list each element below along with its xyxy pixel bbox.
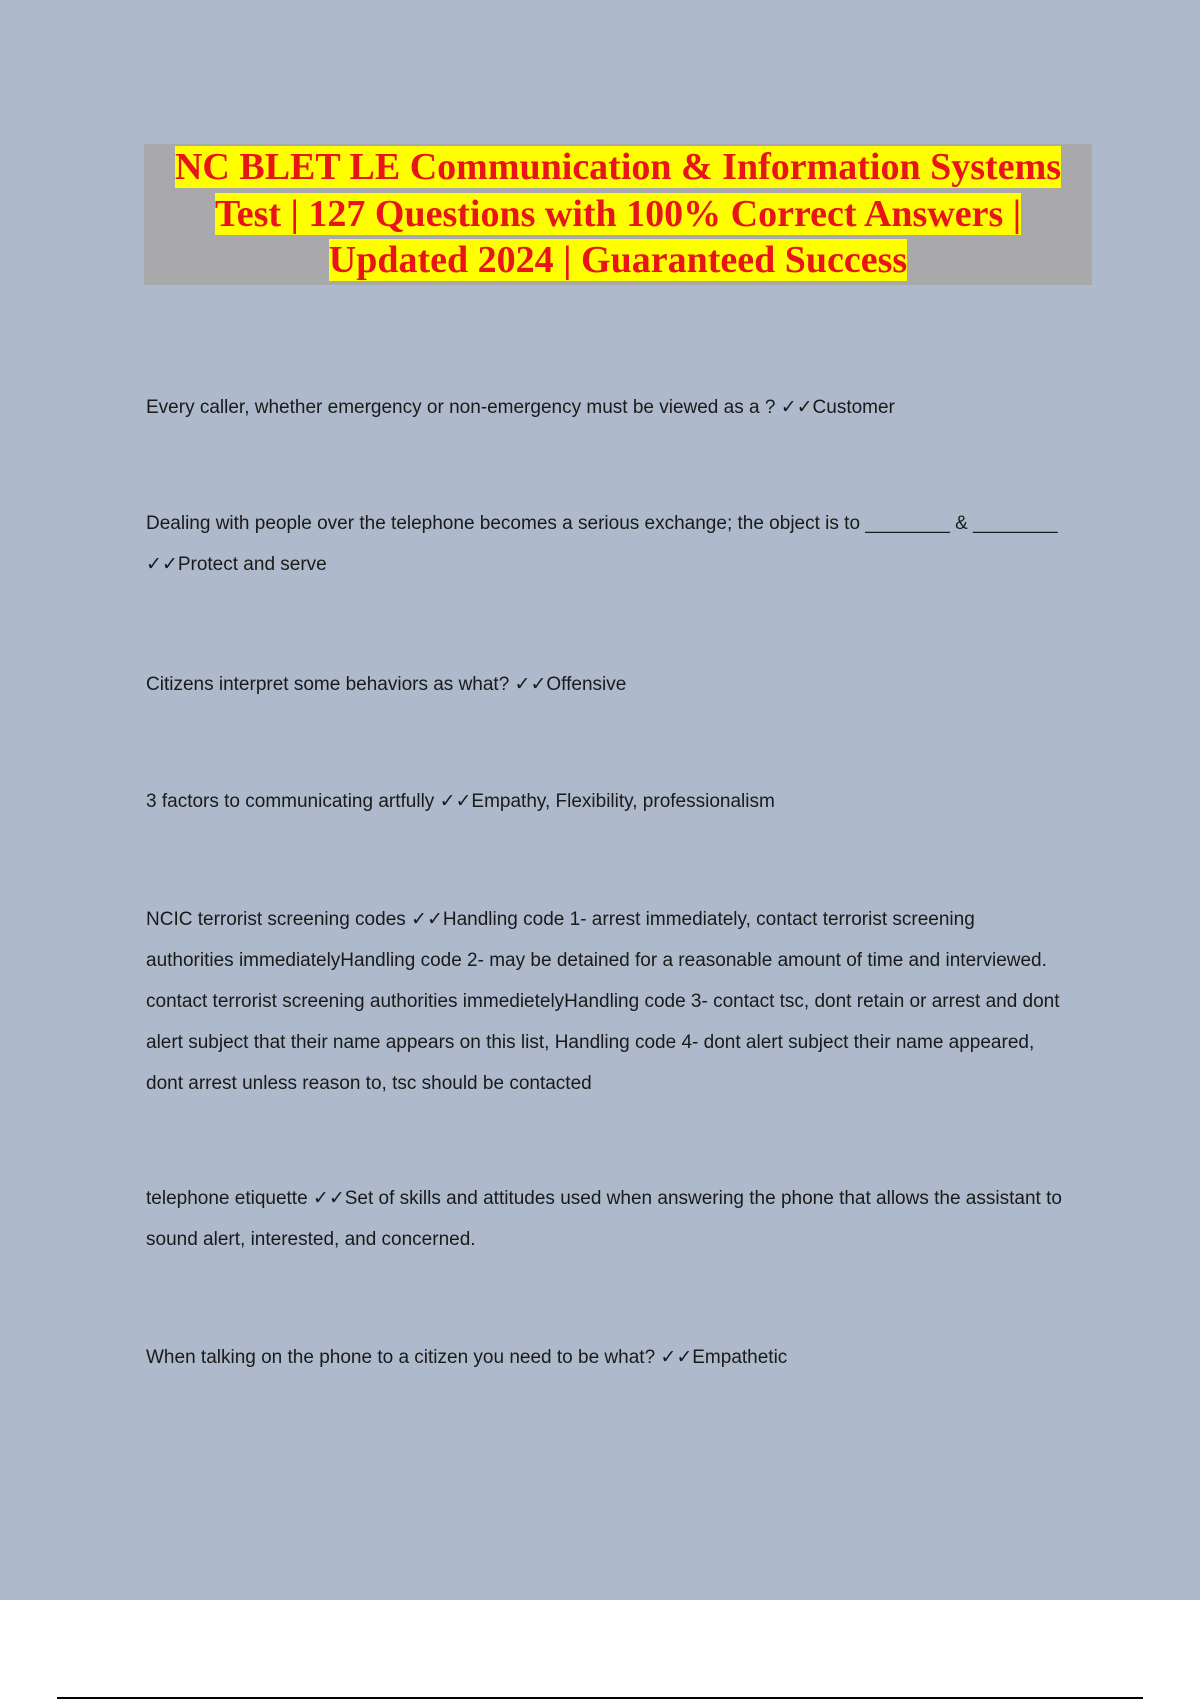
- qa-item: When talking on the phone to a citizen you need to be what? ✓✓Empathetic: [146, 1347, 788, 1368]
- qa-item: NCIC terrorist screening codes ✓✓Handling code 1- arrest immediately, contact terrorist screening authorities immediatelyHandling code 2- may be detained for a reasonable amount of time and interviewed. contact terrorist screening authorities immedietelyHandling code 3- contact tsc, dont retain or arrest and dont alert subject that their name appears on this list, Handling code 4- dont alert subject their name appeared, dont arrest unless reason to, tsc should be contacted: [146, 909, 1060, 1094]
- title-line: [144, 191, 1092, 238]
- document-title: [144, 144, 1092, 284]
- title-line-text: Updated 2024 | Guaranteed Success: [328, 239, 908, 281]
- qa-item: 3 factors to communicating artfully ✓✓Empathy, Flexibility, professionalism: [146, 791, 775, 812]
- qa-item: telephone etiquette ✓✓Set of skills and attitudes used when answering the phone that allows the assistant to sound alert, interested, and concerned.: [146, 1188, 1062, 1250]
- title-band: [144, 144, 1092, 285]
- title-line-text: Test | 127 Questions with 100% Correct Answers |: [214, 192, 1022, 235]
- title-line-text: NC BLET LE Communication & Information Systems: [174, 146, 1062, 188]
- title-line: [144, 144, 1092, 191]
- qa-item: Citizens interpret some behaviors as what? ✓✓Offensive: [146, 674, 627, 695]
- title-line: [144, 237, 1092, 284]
- qa-item: Dealing with people over the telephone becomes a serious exchange; the object is to ________ & ________ ✓✓Protect and serve: [146, 513, 1058, 575]
- footer-divider: [57, 1697, 1143, 1699]
- qa-item: Every caller, whether emergency or non-emergency must be viewed as a ? ✓✓Customer: [146, 397, 895, 418]
